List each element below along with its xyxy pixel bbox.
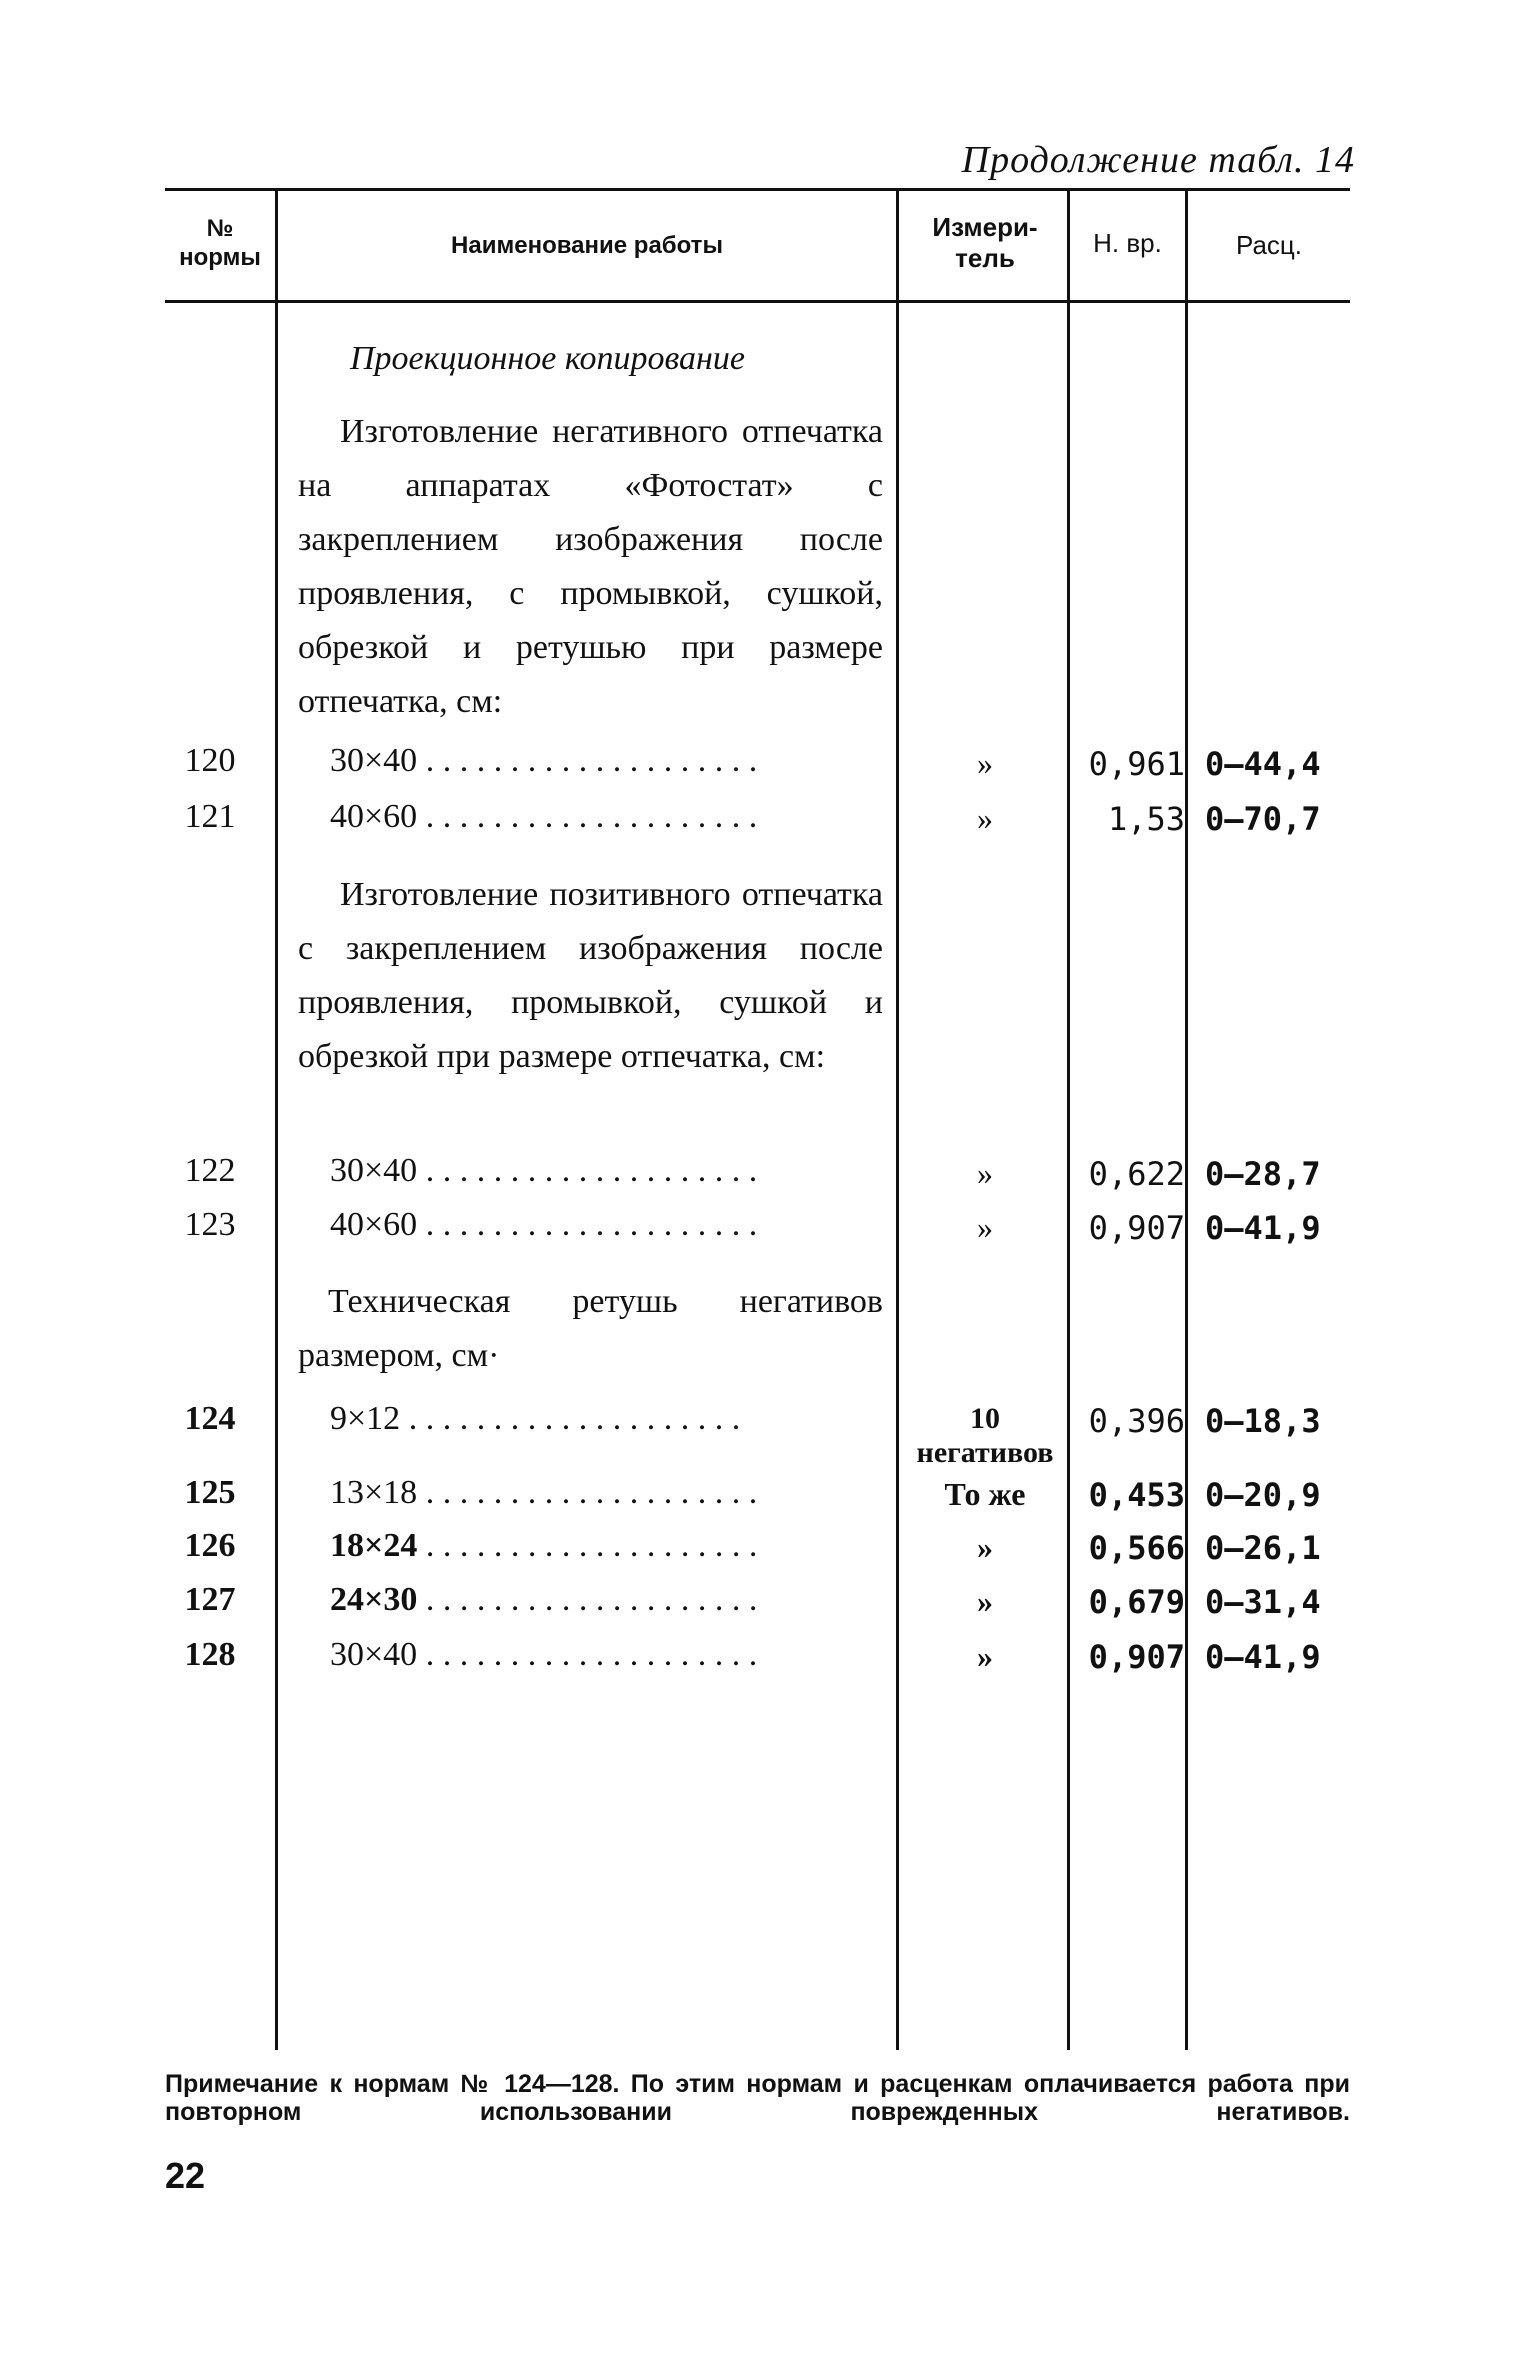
hours-cell: 1,53: [1107, 800, 1185, 838]
rate-cell: 0—44,4: [1205, 745, 1321, 783]
unit-cell: »: [977, 1155, 993, 1191]
print-size: 24×30 . . . . . . . . . . . . . . . . . . . .: [330, 1581, 758, 1618]
paragraph-positive-print: Изготовление позитивного отпечатка с закреплением изображения после проявления, промывкой, сушкой и обрезкой при размере отпечатка, см:: [298, 876, 883, 1075]
hours-cell: 0,566: [1088, 1529, 1185, 1567]
header-hours: Н. вр.: [1093, 228, 1162, 258]
column-divider-2: [896, 190, 899, 2050]
hours-cell: 0,453: [1088, 1476, 1185, 1514]
paragraph-retouch: Техническая ретушь негативов размером, см·: [298, 1283, 883, 1374]
norm-number: 124: [184, 1400, 236, 1437]
unit-cell: »: [977, 745, 993, 781]
header-top-rule: [165, 188, 1350, 191]
print-size: 40×60 . . . . . . . . . . . . . . . . . . . .: [330, 798, 758, 835]
norm-number: 120: [184, 742, 236, 779]
print-size: 13×18 . . . . . . . . . . . . . . . . . . . .: [330, 1474, 758, 1511]
print-size: 30×40 . . . . . . . . . . . . . . . . . . . .: [330, 742, 758, 779]
print-size: 9×12 . . . . . . . . . . . . . . . . . . . .: [330, 1400, 741, 1437]
unit-cell: »: [977, 1529, 993, 1565]
print-size: 30×40 . . . . . . . . . . . . . . . . . . . .: [330, 1152, 758, 1189]
hours-cell: 0,907: [1088, 1638, 1185, 1676]
norm-number: 123: [184, 1206, 236, 1243]
section-title: Проекционное копирование: [350, 340, 745, 377]
print-size: 18×24 . . . . . . . . . . . . . . . . . . . .: [330, 1527, 758, 1564]
norm-number: 128: [184, 1636, 236, 1673]
column-divider-3: [1067, 190, 1070, 2050]
paragraph-negative-print: Изготовление негативного отпечатка на аппаратах «Фотостат» с закреплением изображения после проявления, с промывкой, сушкой, обрезкой и ретушью при размере отпечатка, см:: [298, 413, 883, 720]
norm-number: 122: [184, 1152, 236, 1189]
print-size: 30×40 . . . . . . . . . . . . . . . . . . . .: [330, 1636, 758, 1673]
rate-cell: 0—31,4: [1205, 1583, 1321, 1621]
rate-cell: 0—41,9: [1205, 1209, 1321, 1247]
hours-cell: 0,396: [1088, 1402, 1185, 1440]
unit-cell: »: [977, 1209, 993, 1245]
rate-cell: 0—70,7: [1205, 800, 1321, 838]
rate-cell: 0—26,1: [1205, 1529, 1321, 1567]
rate-cell: 0—18,3: [1205, 1402, 1321, 1440]
column-divider-1: [275, 190, 278, 2050]
page-number: 22: [165, 2155, 206, 2196]
norm-number: 125: [184, 1474, 236, 1511]
unit-cell: »: [977, 800, 993, 836]
rate-cell: 0—41,9: [1205, 1638, 1321, 1676]
hours-cell: 0,961: [1088, 745, 1185, 783]
column-divider-4: [1185, 190, 1188, 2050]
norm-number: 127: [184, 1581, 236, 1618]
norm-number: 121: [184, 798, 236, 835]
hours-cell: 0,622: [1088, 1155, 1185, 1193]
rate-cell: 0—28,7: [1205, 1155, 1321, 1193]
hours-cell: 0,679: [1088, 1583, 1185, 1621]
footnote: Примечание к нормам № 124—128. По этим нормам и расценкам оплачивается работа при повторном использовании поврежденных негативов.: [165, 2070, 1350, 2126]
unit-cell: 10 негативов: [916, 1402, 1054, 1469]
header-unit: Измери-тель: [932, 212, 1038, 274]
unit-cell: То же: [944, 1476, 1026, 1512]
hours-cell: 0,907: [1088, 1209, 1185, 1247]
rate-cell: 0—20,9: [1205, 1476, 1321, 1514]
header-rate: Расц.: [1235, 230, 1303, 260]
header-bottom-rule: [165, 300, 1350, 303]
header-norm-no: № нормы: [179, 215, 261, 271]
table-caption: Продолжение табл. 14: [961, 139, 1355, 181]
header-work-name: Наименование работы: [451, 232, 723, 259]
unit-cell: »: [977, 1583, 993, 1619]
norm-number: 126: [184, 1527, 236, 1564]
unit-cell: »: [977, 1638, 993, 1674]
print-size: 40×60 . . . . . . . . . . . . . . . . . . . .: [330, 1206, 758, 1243]
